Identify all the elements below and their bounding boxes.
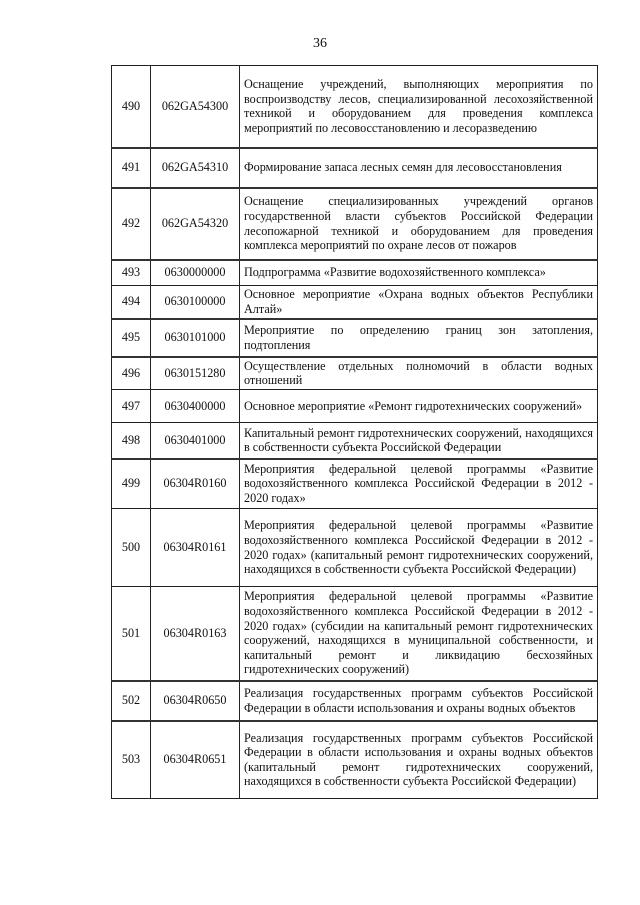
table-row bbox=[112, 357, 598, 390]
row-number: 503 bbox=[112, 721, 151, 799]
row-code: 062GA54310 bbox=[151, 148, 240, 188]
table-row bbox=[112, 681, 598, 721]
row-number: 490 bbox=[112, 66, 151, 148]
row-description: Подпрограмма «Развитие водохозяйственного комплекса» bbox=[240, 260, 598, 286]
row-code: 06304R0163 bbox=[151, 587, 240, 681]
row-number: 495 bbox=[112, 319, 151, 357]
table-row bbox=[112, 423, 598, 459]
table-row bbox=[112, 66, 598, 148]
row-description: Реализация государственных программ субъектов Российской Федерации в области использования и охраны водных объектов (капитальный ремонт гидротехнических сооружений, находящихся в собственности субъекта Российской Федерации) bbox=[240, 721, 598, 799]
row-number: 494 bbox=[112, 286, 151, 319]
table-row bbox=[112, 509, 598, 587]
row-number: 501 bbox=[112, 587, 151, 681]
row-number: 497 bbox=[112, 390, 151, 423]
row-number: 492 bbox=[112, 188, 151, 260]
row-description: Формирование запаса лесных семян для лесовосстановления bbox=[240, 148, 598, 188]
row-number: 498 bbox=[112, 423, 151, 459]
row-number: 491 bbox=[112, 148, 151, 188]
table-row bbox=[112, 319, 598, 357]
row-description: Мероприятие по определению границ зон затопления, подтопления bbox=[240, 319, 598, 357]
row-code: 06304R0161 bbox=[151, 509, 240, 587]
table-row bbox=[112, 587, 598, 681]
row-description: Оснащение специализированных учреждений органов государственной власти субъектов Российской Федерации лесопожарной техникой и оборудованием для проведения комплекса мероприятий по охране лесов от пожаров bbox=[240, 188, 598, 260]
row-code: 062GA54300 bbox=[151, 66, 240, 148]
row-code: 0630000000 bbox=[151, 260, 240, 286]
table-row bbox=[112, 188, 598, 260]
row-number: 499 bbox=[112, 459, 151, 509]
row-description: Реализация государственных программ субъектов Российской Федерации в области использования и охраны водных объектов bbox=[240, 681, 598, 721]
row-code: 062GA54320 bbox=[151, 188, 240, 260]
registry-table bbox=[111, 65, 598, 799]
table-row bbox=[112, 148, 598, 188]
row-description: Мероприятия федеральной целевой программы «Развитие водохозяйственного комплекса Российской Федерации в 2012 - 2020 годах» bbox=[240, 459, 598, 509]
row-description: Основное мероприятие «Ремонт гидротехнических сооружений» bbox=[240, 390, 598, 423]
table-row bbox=[112, 459, 598, 509]
table-row bbox=[112, 260, 598, 286]
row-code: 0630100000 bbox=[151, 286, 240, 319]
row-code: 0630401000 bbox=[151, 423, 240, 459]
table-row bbox=[112, 721, 598, 799]
row-description: Мероприятия федеральной целевой программы «Развитие водохозяйственного комплекса Российской Федерации в 2012 - 2020 годах» (субсидии на капитальный ремонт гидротехнических сооружений, находящихся в муниципальной собственности, и капитальный ремонт и ликвидацию бесхозяйных гидротехнических сооружений) bbox=[240, 587, 598, 681]
row-code: 06304R0650 bbox=[151, 681, 240, 721]
row-code: 06304R0651 bbox=[151, 721, 240, 799]
table-row bbox=[112, 390, 598, 423]
page-number: 36 bbox=[313, 36, 327, 51]
table-row bbox=[112, 286, 598, 319]
row-description: Капитальный ремонт гидротехнических сооружений, находящихся в собственности субъекта Российской Федерации bbox=[240, 423, 598, 459]
row-code: 0630151280 bbox=[151, 357, 240, 390]
row-number: 496 bbox=[112, 357, 151, 390]
row-description: Мероприятия федеральной целевой программы «Развитие водохозяйственного комплекса Российской Федерации в 2012 - 2020 годах» (капитальный ремонт гидротехнических сооружений, находящихся в собственности субъекта Российской Федерации) bbox=[240, 509, 598, 587]
row-description: Оснащение учреждений, выполняющих мероприятия по воспроизводству лесов, специализированной лесохозяйственной техникой и оборудованием для проведения комплекса мероприятий по лесовосстановлению и лесоразведению bbox=[240, 66, 598, 148]
row-code: 06304R0160 bbox=[151, 459, 240, 509]
row-code: 0630101000 bbox=[151, 319, 240, 357]
row-number: 500 bbox=[112, 509, 151, 587]
row-code: 0630400000 bbox=[151, 390, 240, 423]
row-number: 502 bbox=[112, 681, 151, 721]
row-description: Осуществление отдельных полномочий в области водных отношений bbox=[240, 357, 598, 390]
row-description: Основное мероприятие «Охрана водных объектов Республики Алтай» bbox=[240, 286, 598, 319]
row-number: 493 bbox=[112, 260, 151, 286]
